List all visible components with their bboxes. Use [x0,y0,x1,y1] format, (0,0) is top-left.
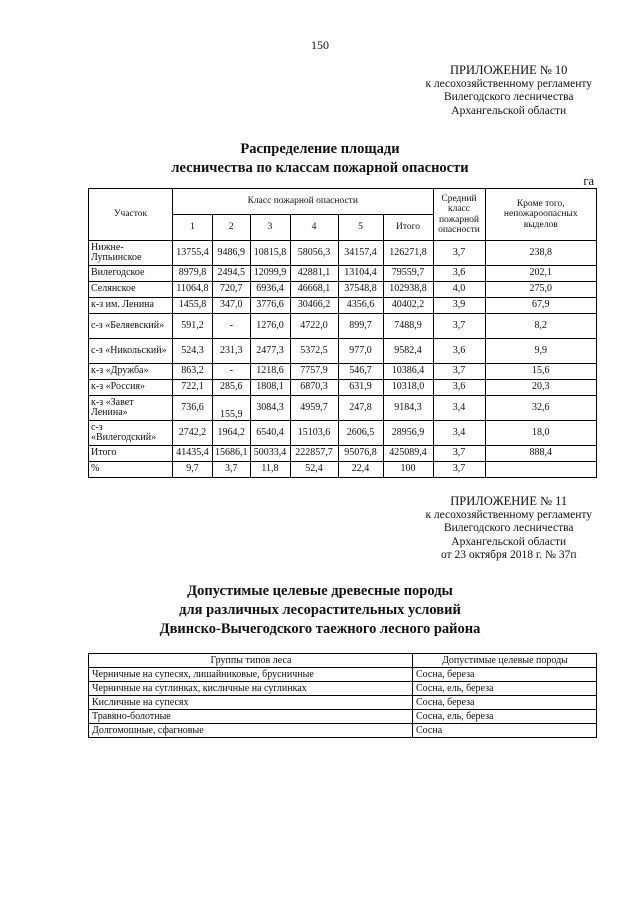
header-besides: Кроме того, непожароопасных выделов [485,189,597,241]
cell-c1: 8979,8 [173,266,213,282]
cell-c4: 6870,3 [290,380,338,396]
cell-extra: 18,0 [485,421,597,446]
cell-c4: 30466,2 [290,298,338,314]
area-name: к-з «Завет Ленина» [89,396,173,421]
cell-c3: 2477,3 [250,339,290,364]
cell-extra: 9,9 [485,339,597,364]
header-area: Участок [89,189,173,241]
table-row [89,696,597,710]
cell-c4: 7757,9 [290,364,338,380]
cell-c1: 41435,4 [173,446,213,462]
table-row [89,380,597,396]
table-11-title [0,582,640,639]
cell-c1: 11064,8 [173,282,213,298]
cell-c2: 231,3 [213,339,251,364]
table-row [89,339,597,364]
cell-extra: 67,9 [485,298,597,314]
cell-c3: 11,8 [250,462,290,478]
cell-c2: 155,9 [213,396,251,421]
cell-c4: 4722,0 [290,314,338,339]
header-fire-class: Класс пожарной опасности [173,189,434,215]
cell-c1: 524,3 [173,339,213,364]
cell-total: 100 [383,462,433,478]
cell-extra: 20,3 [485,380,597,396]
cell-group: Долгомошные, сфагновые [89,724,413,738]
area-name: с-з «Беляевский» [89,314,173,339]
cell-extra: 888,4 [485,446,597,462]
cell-c3: 3776,6 [250,298,290,314]
cell-species: Сосна [413,724,597,738]
cell-c5: 631,9 [338,380,383,396]
cell-avg: 3,7 [433,446,485,462]
cell-c2: - [213,314,251,339]
cell-c2: 347,0 [213,298,251,314]
cell-avg: 3,7 [433,364,485,380]
table-row [89,396,597,421]
cell-c2: 2494,5 [213,266,251,282]
cell-total: 126271,8 [383,241,433,266]
table-10-title [0,140,640,178]
cell-extra: 275,0 [485,282,597,298]
cell-c3: 6936,4 [250,282,290,298]
cell-c2: - [213,364,251,380]
cell-c1: 722,1 [173,380,213,396]
cell-c1: 863,2 [173,364,213,380]
cell-avg: 3,7 [433,462,485,478]
table-row [89,314,597,339]
cell-c4: 52,4 [290,462,338,478]
cell-extra: 32,6 [485,396,597,421]
table-row [89,364,597,380]
cell-c4: 5372,5 [290,339,338,364]
table-row [89,682,597,696]
cell-c4: 42881,1 [290,266,338,282]
cell-c5: 977,0 [338,339,383,364]
cell-c2: 15686,1 [213,446,251,462]
cell-c5: 95076,8 [338,446,383,462]
cell-c1: 736,6 [173,396,213,421]
cell-species: Сосна, ель, береза [413,682,597,696]
cell-c2: 3,7 [213,462,251,478]
cell-c4: 222857,7 [290,446,338,462]
cell-species: Сосна, береза [413,696,597,710]
table-row [89,241,597,266]
cell-c3: 1218,6 [250,364,290,380]
table-row [89,298,597,314]
appendix-10-line: Архангельской области [451,104,567,117]
header-class: 1 [173,215,213,241]
cell-species: Сосна, ель, береза [413,710,597,724]
cell-extra: 15,6 [485,364,597,380]
table-row [89,710,597,724]
cell-c5: 22,4 [338,462,383,478]
table-11-title-line: Допустимые целевые древесные породы [187,583,453,599]
cell-avg: 3,6 [433,339,485,364]
cell-c2: 1964,2 [213,421,251,446]
header-class: 4 [290,215,338,241]
cell-total: 28956,9 [383,421,433,446]
fire-class-table [88,188,597,478]
appendix-11-heading: ПРИЛОЖЕНИЕ № 11 [450,494,568,508]
header-group: Группы типов леса [89,654,413,668]
cell-avg: 3,4 [433,421,485,446]
appendix-10-line: Вилегодского лесничества [443,91,574,103]
cell-avg: 3,6 [433,266,485,282]
cell-c3: 1808,1 [250,380,290,396]
area-name: % [89,462,173,478]
appendix-11-line: Вилегодского лесничества [443,522,574,534]
table-row [89,668,597,682]
cell-total: 102938,8 [383,282,433,298]
cell-avg: 3,6 [433,380,485,396]
cell-group: Черничные на суглинках, кисличные на суглинках [89,682,413,696]
cell-c1: 13755,4 [173,241,213,266]
cell-group: Травяно-болотные [89,710,413,724]
cell-c4: 4959,7 [290,396,338,421]
appendix-10-header [425,64,592,118]
cell-c3: 1276,0 [250,314,290,339]
cell-c3: 6540,4 [250,421,290,446]
cell-avg: 3,4 [433,396,485,421]
cell-total: 9582,4 [383,339,433,364]
table-row [89,462,597,478]
cell-total: 425089,4 [383,446,433,462]
cell-c1: 2742,2 [173,421,213,446]
table-row [89,724,597,738]
cell-c5: 34157,4 [338,241,383,266]
cell-avg: 3,7 [433,241,485,266]
table-10-title-line: лесничества по классам пожарной опасности [171,160,469,176]
header-species: Допустимые целевые породы [413,654,597,668]
area-name: к-з им. Ленина [89,298,173,314]
cell-total: 10318,0 [383,380,433,396]
cell-total: 79559,7 [383,266,433,282]
area-name: с-з «Никольский» [89,339,173,364]
cell-c1: 9,7 [173,462,213,478]
area-name: к-з «Россия» [89,380,173,396]
header-class: 3 [250,215,290,241]
table-11-title-line: для различных лесорастительных условий [179,602,461,618]
header-class: 2 [213,215,251,241]
cell-c5: 247,8 [338,396,383,421]
cell-total: 10386,4 [383,364,433,380]
cell-c2: 9486,9 [213,241,251,266]
cell-c5: 546,7 [338,364,383,380]
tree-species-table [88,653,597,738]
cell-group: Черничные на супесях, лишайниковые, брусничные [89,668,413,682]
cell-c5: 2606,5 [338,421,383,446]
cell-c3: 50033,4 [250,446,290,462]
table-row [89,421,597,446]
appendix-10-heading: ПРИЛОЖЕНИЕ № 10 [450,63,568,77]
cell-c4: 15103,6 [290,421,338,446]
area-name: Итого [89,446,173,462]
cell-c5: 37548,8 [338,282,383,298]
area-name: с-з «Вилегодский» [89,421,173,446]
cell-avg: 3,7 [433,314,485,339]
area-name: Вилегодское [89,266,173,282]
cell-extra [485,462,597,478]
unit-label: га [583,174,594,188]
table-row [89,266,597,282]
appendix-11-line: к лесохозяйственному регламенту [425,508,592,521]
cell-c3: 3084,3 [250,396,290,421]
cell-extra: 202,1 [485,266,597,282]
cell-c5: 899,7 [338,314,383,339]
cell-total: 7488,9 [383,314,433,339]
appendix-11-line: Архангельской области [451,535,567,548]
header-class: Итого [383,215,433,241]
cell-c4: 46668,1 [290,282,338,298]
appendix-11-line: от 23 октября 2018 г. № 37п [440,549,577,561]
cell-c3: 12099,9 [250,266,290,282]
table-row [89,446,597,462]
area-name: Нижне-Лупьинское [89,241,173,266]
cell-c2: 285,6 [213,380,251,396]
header-class: 5 [338,215,383,241]
table-10-title-line: Распределение площади [240,141,400,157]
cell-c1: 1455,8 [173,298,213,314]
table-11-title-line: Двинско-Вычегодского таежного лесного района [159,621,481,637]
area-name: Селянское [89,282,173,298]
cell-total: 9184,3 [383,396,433,421]
cell-c5: 13104,4 [338,266,383,282]
cell-species: Сосна, береза [413,668,597,682]
cell-total: 40402,2 [383,298,433,314]
cell-c1: 591,2 [173,314,213,339]
appendix-10-line: к лесохозяйственному регламенту [425,77,592,90]
page-number: 150 [311,38,329,52]
cell-group: Кисличные на супесях [89,696,413,710]
header-avg-class: Средний класс пожарной опасности [433,189,485,241]
cell-c4: 58056,3 [290,241,338,266]
table-row [89,282,597,298]
cell-c2: 720,7 [213,282,251,298]
cell-c5: 4356,6 [338,298,383,314]
area-name: к-з «Дружба» [89,364,173,380]
appendix-11-header [425,495,592,563]
cell-extra: 8,2 [485,314,597,339]
cell-avg: 4,0 [433,282,485,298]
cell-c3: 10815,8 [250,241,290,266]
cell-extra: 238,8 [485,241,597,266]
cell-avg: 3,9 [433,298,485,314]
